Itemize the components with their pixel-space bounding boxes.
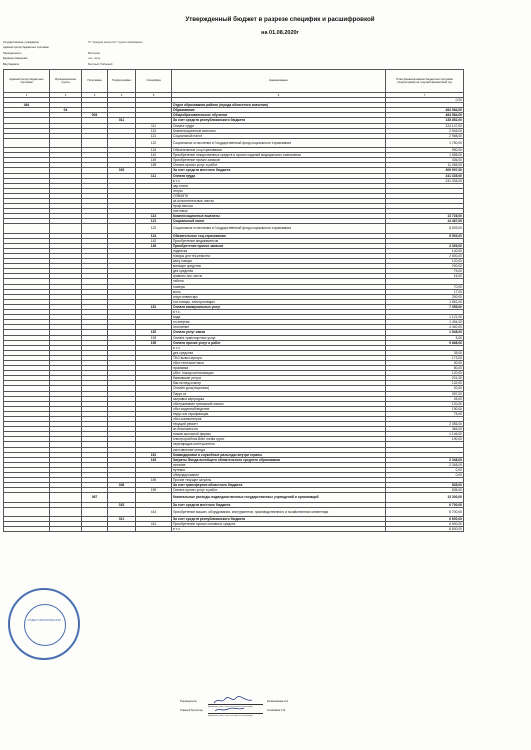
signature-role: Руководитель [180,700,197,703]
column-number: 7 [386,93,464,98]
cell-program [82,507,108,516]
col-subprogram-header: Подпрограмма [108,70,136,93]
cell-func-group [50,224,82,233]
cell-func-group: 04 [50,108,82,113]
cell-name: промывка [172,366,386,371]
cell-name: в т.ч. [172,345,386,350]
meta-value: ГУ "Средняя школа №7" отдела образования [88,41,143,44]
cell-plan-value: 1 121,00 [386,315,464,320]
cell-name: вода [172,315,386,320]
cell-plan-value: 7 055,00 [386,304,464,309]
cell-specific: 159 [136,163,172,168]
cell-specific: 149 [136,243,172,248]
cell-name: Обязательные соц.страхования [172,233,386,238]
cell-plan-value: 835,00 [386,488,464,493]
cell-name: перезарядка огнетушителя [172,442,386,447]
cell-name: банковские услуги [172,376,386,381]
col-func-group-header: Функциональная группа [50,70,82,93]
cell-name: Затраты Фонда всеобщего обязательного среднего образования [172,457,386,462]
cell-name: ТБО вывоз мусора [172,355,386,360]
cell-plan-value: 1 561,00 [386,299,464,304]
cell-name: Отдел образования района (города областного значения) [172,103,386,108]
cell-name: Оплата труда [172,123,386,128]
cell-admin [4,138,50,147]
cell-specific: 151 [136,304,172,309]
cell-name: Капитальные расходы подведомственных государственных учреждений и организаций [172,493,386,502]
cell-name: текущий ремонт [172,422,386,427]
cell-plan-value: 75,00 [386,269,464,274]
cell-name: Социальные отчисления в Государственный фонд социального страхования [172,138,386,147]
cell-name: подписка [172,248,386,253]
cell-subprogram: 028 [108,483,136,488]
cell-plan-value: 30,00 [386,360,464,365]
cell-name: Образование [172,108,386,113]
cell-plan-value: 75,00 [386,411,464,416]
cell-specific: 113 [136,128,172,133]
signature-name: Ушкибаева Г.Ж. [267,709,286,712]
cell-plan-value: 5,00 [386,335,464,340]
cell-admin [4,493,50,502]
cell-name: изготовление стенда [172,447,386,452]
cell-plan-value: 6 700,00 [386,502,464,507]
cell-plan-value: 120,00 [386,401,464,406]
cell-name: отпуск [172,188,386,193]
cell-subprogram [108,507,136,516]
cell-specific: 121 [136,133,172,138]
cell-name: моль [172,289,386,294]
cell-name: Оплата прочих услуг и работ [172,340,386,345]
cell-plan-value: 6 600,00 [386,521,464,526]
cell-program [82,224,108,233]
cell-plan-value: 2 945,00 [386,128,464,133]
cell-name: За счет средств республиканского бюджета [172,516,386,521]
cell-subprogram [108,527,136,532]
cell-specific: 152 [136,330,172,335]
cell-name: За счет средств республиканского бюджета [172,118,386,123]
cell-name: дез.средства [172,269,386,274]
cell-plan-value: 13 728,00 [386,214,464,219]
cell-name: в т.ч. [172,178,386,183]
cell-plan-value: 8 533,00 [386,224,464,233]
cell-name: Приобретение прочих запасов [172,158,386,163]
cell-specific: 153 [136,335,172,340]
cell-name: канц.товары [172,259,386,264]
cell-name: грамоты,пох.листы [172,274,386,279]
meta-label: Периодичность [3,51,22,55]
column-number: 3 [82,93,108,98]
signature-name: Калмаханова Н.А. [267,700,289,703]
cell-specific: 169 [136,478,172,483]
cell-name: бак.пи мед.осмотр [172,381,386,386]
cell-admin: 464 [4,103,50,108]
cell-specific: 124 [136,148,172,153]
cell-plan-value: 5 503,00 [386,233,464,238]
cell-specific: 414 [136,521,172,526]
cell-plan-value: 6 600,00 [386,516,464,521]
cell-plan-value: 464 984,00 [386,113,464,118]
cell-name: Социальные отчисления в Государственный фонд социального страхования [172,224,386,233]
cell-name: ОПВ/ИПН [172,193,386,198]
cell-plan-value: 120,00 [386,259,464,264]
col-admin-header: Администратор бюджетных программ [4,70,50,93]
meta-label: Вид бюджета [3,62,19,66]
cell-specific: 159 [136,488,172,493]
cell-plan-value: 309 997,00 [386,168,464,173]
col-specific-header: Специфика [136,70,172,93]
cell-name: в т.ч. [172,527,386,532]
cell-name: обсл.теплоконтчика [172,360,386,365]
cell-plan-value: 241 335,00 [386,173,464,178]
cell-plan-value: 464 984,00 [386,108,464,113]
cell-name: товары для тек.ремонта [172,254,386,259]
cell-specific: 142 [136,238,172,243]
cell-name: пошив школьной формы [172,432,386,437]
cell-name: Оплата труда [172,173,386,178]
cell-name: Приобретение лекарственных средств и прочих изделий медицинского назначения [172,153,386,158]
cell-plan-value: 140,00 [386,248,464,253]
cell-name: путевка [172,467,386,472]
column-number: 4 [108,93,136,98]
cell-name: Оплата коммунальных услуг [172,304,386,309]
cell-admin [4,224,50,233]
cell-name: Компенсационные выплаты [172,214,386,219]
signature-block [180,700,430,718]
cell-name: Приобретение прочих основных средств [172,521,386,526]
cell-name: Обязательные соц.страхования [172,148,386,153]
cell-name: Оплата прочих услуг и работ [172,163,386,168]
cell-plan-value: 0,00 [386,98,464,103]
cell-name: Компенсационные выплаты [172,128,386,133]
cell-plan-value: 241 335,00 [386,178,464,183]
cell-specific: 122 [136,138,172,147]
cell-name: Приобретение прочих запасов [172,243,386,248]
table-row [4,527,464,532]
document-date: на 01.08.2020г [261,30,299,36]
signature-hint: (фамилия, имя, отчество (при его наличии)) [208,715,253,717]
signature-role: Главный бухгалтер [180,709,203,712]
cell-plan-value: 132,00 [386,381,464,386]
cell-name: обсл.видеонаблюдения [172,406,386,411]
cell-plan-value: 45,00 [386,396,464,401]
cell-plan-value: 1 750,00 [386,138,464,147]
cell-name: эл.энергия [172,320,386,325]
cell-plan-value: 397,00 [386,391,464,396]
cell-name: отопление [172,325,386,330]
cell-plan-value: 17,00 [386,289,464,294]
cell-func-group [50,527,82,532]
cell-plan-value: 2 968,00 [386,133,464,138]
cell-subprogram: 011 [108,118,136,123]
cell-plan-value: 70,00 [386,284,464,289]
cell-specific: 149 [136,158,172,163]
col-plan-header: План финансирования бюджетных программ (подпрограмм) на текущий финансовый год [386,70,464,93]
cell-func-group [50,493,82,502]
cell-name: питание [172,462,386,467]
cell-func-group [50,507,82,516]
cell-specific [136,493,172,502]
cell-name: обслуживание тревожной кнопки [172,401,386,406]
cell-name: Онлайн урок(лицензия) [172,386,386,391]
cell-plan-value: 124 147,00 [386,123,464,128]
cell-name: За счет средств местного бюджета [172,168,386,173]
cell-specific: 111 [136,123,172,128]
cell-plan-value: 35,00 [386,350,464,355]
cell-subprogram: 015 [108,502,136,507]
cell-plan-value: 990,00 [386,148,464,153]
cell-plan-value: 200,00 [386,294,464,299]
cell-name: Оплата прочих услуг и работ [172,488,386,493]
meta-label: Администратор бюджетных программ [3,46,49,50]
cell-plan-value: 6 700,00 [386,507,464,516]
cell-name: Оплата услуг связи [172,330,386,335]
meta-value: тыс. тенге [88,57,101,61]
cell-name: обсл. пожар.сигнализации [172,371,386,376]
cell-plan-value: 2 348,00 [386,457,464,462]
cell-name: За счет трансфертов областного бюджета [172,483,386,488]
cell-name: проф.взносы [172,204,386,209]
signature-hint: (фамилия, имя, отчество (при его наличии)) [208,706,253,708]
cell-plan-value: 120,00 [386,371,464,376]
document-meta [3,40,303,67]
cell-plan-value: 1 494,00 [386,320,464,325]
cell-name: Прочие текущие затраты [172,478,386,483]
cell-name: заправка картриджа [172,396,386,401]
cell-specific: 159 [136,340,172,345]
cell-name: табели [172,279,386,284]
budget-table [3,69,464,532]
cell-specific: 163 [136,457,172,462]
cell-func-group [50,138,82,147]
table-body [4,98,464,532]
stamp-inner-ring [24,604,66,646]
cell-name: почтовые [172,209,386,214]
cell-name: в т.ч. [172,310,386,315]
handwritten-signature [212,696,256,705]
cell-plan-value: 80,00 [386,366,464,371]
col-program-header: Программа [82,70,108,93]
cell-plan-value: 2 348,00 [386,462,464,467]
table-row [4,138,464,147]
cell-name: Общеобразовательное обучение [172,113,386,118]
cell-plan-value: 4 440,00 [386,325,464,330]
cell-name: дез.средства [172,350,386,355]
table-header-row [4,70,464,93]
official-stamp [8,588,80,660]
col-name-header: Наименование [172,70,386,93]
cell-subprogram [108,224,136,233]
cell-specific: 122 [136,224,172,233]
cell-plan-value: 16,00 [386,274,464,279]
cell-name: парус кзк тарификация [172,411,386,416]
cell-plan-value: 200,00 [386,264,464,269]
cell-program [82,138,108,147]
cell-name: Парус кз [172,391,386,396]
cell-specific: 161 [136,452,172,457]
column-number: 1 [4,93,50,98]
cell-subprogram [108,138,136,147]
cell-program: 003 [82,113,108,118]
cell-plan-value: 145 852,00 [386,118,464,123]
table-row [4,507,464,516]
cell-plan-value: 336,00 [386,158,464,163]
cell-plan-value: 0,00 [386,473,464,478]
cell-name: За счет средств местного бюджета [172,502,386,507]
table-row [4,493,464,502]
cell-plan-value: 2 600,00 [386,254,464,259]
cell-name: Социальный налог [172,219,386,224]
cell-plan-value: 11 065,00 [386,163,464,168]
cell-name: спорт.инвентарь [172,294,386,299]
cell-plan-value: 4 339,00 [386,243,464,248]
cell-plan-value: 201,00 [386,376,464,381]
cell-admin [4,527,50,532]
cell-name: Приобретение машин, оборудования, инструментов, производственного и хозяйственного инвентаря [172,507,386,516]
cell-specific: 121 [136,219,172,224]
cell-name: обсл.компьютеров [172,417,386,422]
cell-subprogram: 015 [108,168,136,173]
cell-specific [136,527,172,532]
cell-plan-value: 190,00 [386,406,464,411]
signature-line [208,709,263,714]
cell-name: зн.безопасности [172,427,386,432]
cell-plan-value: 20,00 [386,386,464,391]
cell-plan-value: 6 600,00 [386,527,464,532]
cell-subprogram: 011 [108,516,136,521]
meta-value: Местный, Районный [88,62,113,66]
meta-value: Месячная [88,51,100,55]
cell-plan-value: 1 598,00 [386,153,464,158]
cell-name: Командировки и служебные разъезды внутри страны [172,452,386,457]
document-title: Утвержденный бюджет в разрезе специфик и расшифровкой [185,16,375,23]
column-number: 5 [136,93,172,98]
cell-specific: 142 [136,153,172,158]
cell-plan-value: 366,00 [386,427,464,432]
cell-specific: 414 [136,507,172,516]
cell-name: Оплата транспортных услуг [172,335,386,340]
cell-plan-value: 0,00 [386,467,464,472]
cell-name: обмундирование [172,473,386,478]
cell-name: моющие средства [172,264,386,269]
cell-plan-value: 1 146,00 [386,432,464,437]
column-number: 2 [50,93,82,98]
cell-plan-value: 835,00 [386,483,464,488]
cell-plan-value: 173,00 [386,355,464,360]
cell-program [82,527,108,532]
meta-row [3,62,303,67]
meta-label: Государственное учреждение [3,41,39,44]
cell-name: Приобретение медикаментов [172,238,386,243]
meta-label: Единица измерения [3,57,28,61]
cell-plan-value: 14 467,00 [386,219,464,224]
cell-program: 067 [82,493,108,502]
cell-name: номеры [172,284,386,289]
cell-plan-value: 13 300,00 [386,493,464,502]
column-number: 6 [172,93,386,98]
cell-specific: 111 [136,173,172,178]
cell-plan-value: 5 668,00 [386,340,464,345]
stamp-text: ОТДЕЛ ОБРАЗОВАНИЯ [27,618,61,622]
cell-name: хоз.товары, электротовары [172,299,386,304]
table-row [4,224,464,233]
cell-specific: 113 [136,214,172,219]
cell-specific: 124 [136,233,172,238]
cell-name: электроучебник Bilim media групп [172,437,386,442]
cell-name: зар.плата [172,183,386,188]
cell-subprogram [108,493,136,502]
cell-plan-value: 190,00 [386,437,464,442]
cell-plan-value: 1 548,00 [386,330,464,335]
cell-name: за исполнительные листки [172,198,386,203]
cell-name: Социальный налог [172,133,386,138]
cell-admin [4,507,50,516]
cell-plan-value: 2 356,00 [386,422,464,427]
handwritten-signature [212,705,256,714]
